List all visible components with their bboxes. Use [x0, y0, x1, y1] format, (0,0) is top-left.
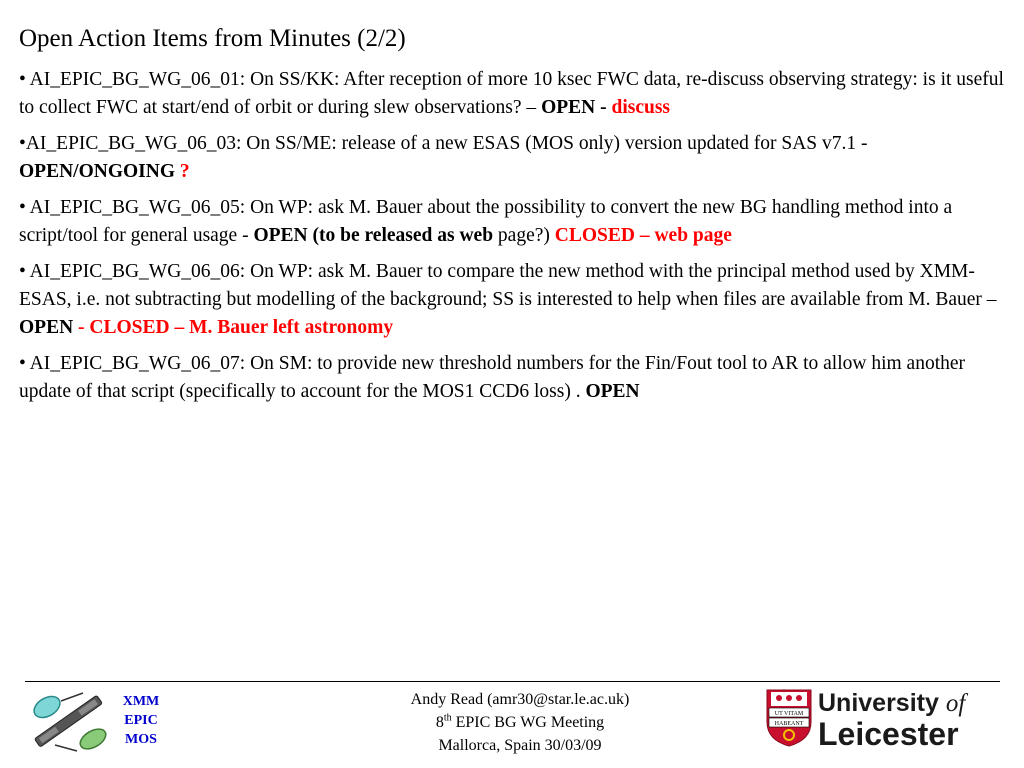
item-text: • AI_EPIC_BG_WG_06_05: On WP: ask M. Bauer about the possibility to convert the new BG handling method into a script/tool for general usage -	[19, 197, 953, 246]
item-status: OPEN (to be released as web	[253, 225, 494, 246]
university-of: of	[945, 690, 966, 717]
xmm-label-line: EPIC	[124, 713, 158, 728]
xmm-label-line: XMM	[122, 694, 160, 709]
action-item	[19, 130, 1011, 186]
item-note: ?	[175, 161, 190, 182]
xmm-epic-mos-label	[116, 692, 166, 749]
university-word: University	[818, 689, 946, 717]
action-item	[19, 194, 1011, 250]
meeting-number: 8	[435, 714, 444, 731]
xmm-label-line: MOS	[125, 732, 157, 747]
footer-location: Mallorca, Spain 30/03/09	[438, 737, 602, 754]
item-text: • AI_EPIC_BG_WG_06_01: On SS/KK: After reception of more 10 ksec FWC data, re-discuss observing strategy: is it useful to collect FWC at start/end of orbit or during slew observations? –	[19, 69, 1004, 118]
action-item	[19, 258, 1011, 342]
item-text-cont: page?)	[493, 225, 555, 246]
footer-meeting	[330, 711, 710, 734]
xmm-satellite-logo	[25, 687, 113, 757]
item-status: OPEN	[585, 381, 640, 402]
action-item	[19, 350, 1011, 406]
item-status: OPEN/ONGOING	[19, 161, 176, 182]
leicester-crest-icon	[765, 688, 813, 748]
leicester-wordmark: Leicester	[818, 716, 959, 752]
item-note: CLOSED – web page	[554, 225, 732, 246]
footer-author: Andy Read (amr30@star.le.ac.uk)	[410, 691, 630, 708]
item-text: • AI_EPIC_BG_WG_06_06: On WP: ask M. Bauer to compare the new method with the principal method used by XMM-ESAS, i.e. not subtracting but modelling of the background; SS is interested to help when files are available from M. Bauer –	[19, 261, 997, 310]
footer-info	[330, 688, 710, 757]
item-status: OPEN -	[541, 97, 612, 118]
action-items-list	[19, 66, 1011, 414]
meeting-title: EPIC BG WG Meeting	[451, 714, 605, 731]
slide-title: Open Action Items from Minutes (2/2)	[19, 25, 406, 52]
item-note: - CLOSED – M. Bauer left astronomy	[73, 317, 394, 338]
item-text: • AI_EPIC_BG_WG_06_07: On SM: to provide new threshold numbers for the Fin/Fout tool to AR to allow him another update of that script (specifically to account for the MOS1 CCD6 loss) .	[19, 353, 966, 402]
item-note: discuss	[611, 97, 671, 118]
university-of-leicester-logo	[765, 688, 1001, 750]
item-text: •AI_EPIC_BG_WG_06_03: On SS/ME: release of a new ESAS (MOS only) version updated for SAS v7.1 -	[19, 133, 868, 154]
action-item	[19, 66, 1011, 122]
crest-motto-line: UT VITAM	[774, 711, 804, 717]
crest-motto-line: HABEANT	[774, 721, 804, 727]
university-wordmark	[818, 688, 965, 719]
meeting-ordinal: th	[443, 712, 452, 724]
item-status: OPEN	[19, 317, 74, 338]
footer-divider	[25, 681, 1000, 682]
